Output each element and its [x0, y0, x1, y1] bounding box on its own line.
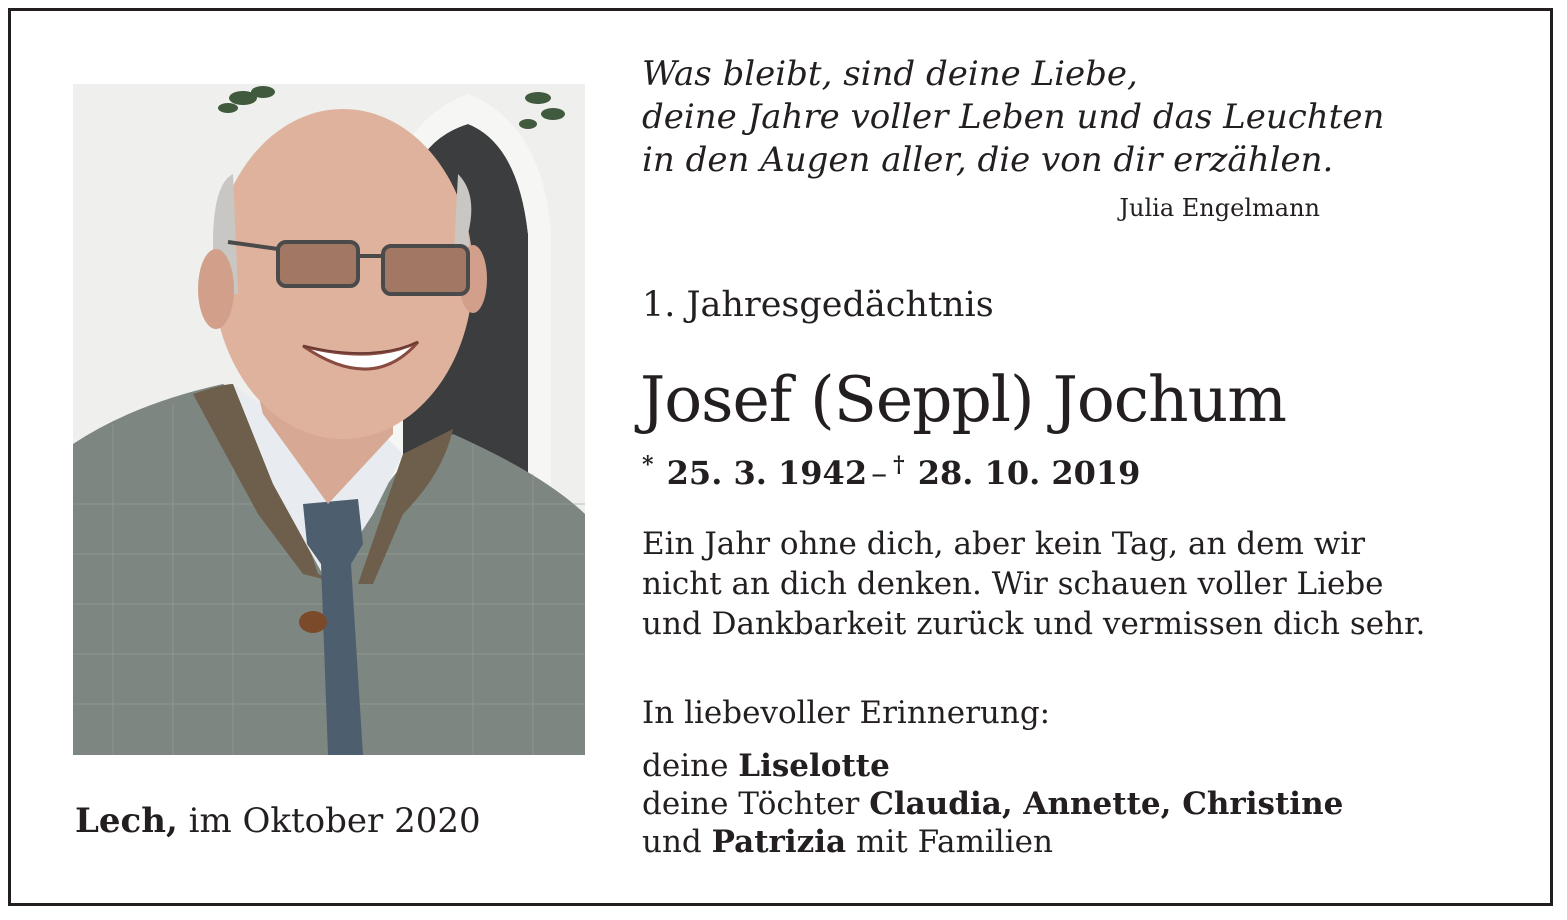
death-date: 28. 10. 2019 — [917, 454, 1141, 492]
death-symbol: † — [893, 452, 905, 478]
place-and-date — [75, 797, 481, 845]
message-line: Ein Jahr ohne dich, aber kein Tag, an dem wir — [642, 526, 1366, 562]
family-line-daughters — [642, 785, 1343, 823]
life-dates — [642, 443, 1140, 495]
quote-line: Was bleibt, sind deine Liebe, — [642, 54, 1138, 94]
family-prefix: deine Töchter — [642, 786, 870, 822]
memorial-message — [642, 524, 1492, 644]
family-prefix: deine — [642, 748, 739, 784]
date-separator: – — [871, 454, 888, 492]
deceased-name: Josef (Seppl) Jochum — [640, 363, 1286, 436]
birth-symbol: * — [642, 452, 654, 478]
family-line-wife — [642, 747, 1343, 785]
portrait-photo — [73, 84, 585, 755]
birth-date: 25. 3. 1942 — [666, 454, 868, 492]
family-suffix: mit Familien — [846, 824, 1053, 860]
daughters-names: Claudia, Annette, Christine — [869, 786, 1344, 822]
place-town: Lech, — [75, 801, 178, 841]
daughter-name: Patrizia — [711, 824, 847, 860]
quote-line: deine Jahre voller Leben und das Leuchten — [642, 97, 1385, 137]
occasion-heading: 1. Jahresgedächtnis — [642, 285, 994, 325]
wife-name: Liselotte — [738, 748, 890, 784]
quote-author: Julia Engelmann — [1119, 194, 1320, 222]
message-line: und Dankbarkeit zurück und vermissen dich sehr. — [642, 606, 1426, 642]
family-prefix: und — [642, 824, 712, 860]
family-list — [642, 747, 1343, 861]
place-date: im Oktober 2020 — [177, 801, 481, 841]
quote-line: in den Augen aller, die von dir erzählen. — [642, 140, 1334, 180]
memory-label: In liebevoller Erinnerung: — [642, 695, 1051, 731]
message-line: nicht an dich denken. Wir schauen voller Liebe — [642, 566, 1384, 602]
family-line-last — [642, 823, 1343, 861]
quote — [642, 53, 1384, 182]
